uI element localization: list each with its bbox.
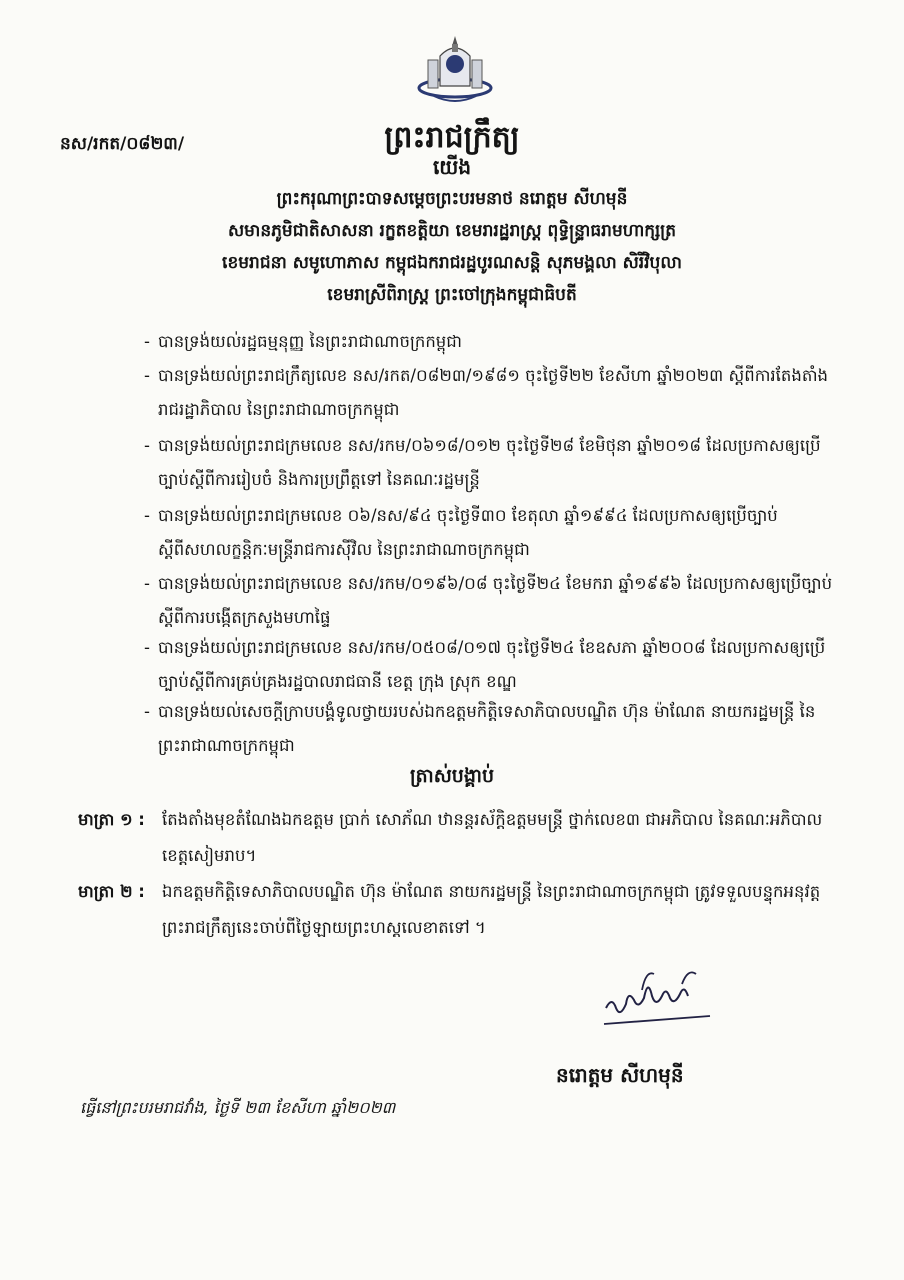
preliminary-clause: - បានទ្រង់យល់ព្រះរាជក្រឹត្យលេខ នស/រកត/០៨២៣/១៩៨១ ចុះថ្ងៃទី២២ ខែសីហា ឆ្នាំ២០២៣ ស្តីពីការតែងតាំងរាជរដ្ឋាភិបាល នៃព្រះរាជាណាចក្រកម្ពុជា: [144, 366, 829, 419]
article-text: ឯកឧត្តមកិត្តិទេសាភិបាលបណ្ឌិត ហ៊ុន ម៉ាណែត នាយករដ្ឋមន្ត្រី នៃព្រះរាជាណាចក្រកម្ពុជា ត្រូវទទួលបន្ទុកអនុវត្តព្រះរាជក្រឹត្យនេះចាប់ពីថ្ងៃឡាយព្រះហស្តលេខាតទៅ ។: [162, 882, 821, 937]
document-title: ព្រះរាជក្រឹត្យ: [384, 120, 520, 155]
article-text: តែងតាំងមុខតំណែងឯកឧត្តម ប្រាក់ សោភ័ណ ឋានន្តរស័ក្តិឧត្តមមន្ត្រី ថ្នាក់លេខ៣ ជាអភិបាល នៃគណៈអភិបាលខេត្តសៀមរាប។: [162, 810, 823, 865]
preliminary-clause: - បានទ្រង់យល់រដ្ឋធម្មនុញ្ញ នៃព្រះរាជាណាចក្រកម្ពុជា: [144, 332, 462, 351]
reference-number: នស/រកត/០៨២៣/: [60, 134, 185, 154]
place-and-date: ធ្វើនៅព្រះបរមរាជវាំង, ថ្ងៃទី ២៣ ខែសីហា ឆ្នាំ២០២៣: [80, 1098, 396, 1117]
preliminary-clause: - បានទ្រង់យល់សេចក្តីក្រាបបង្គំទូលថ្វាយរបស់ឯកឧត្តមកិត្តិទេសាភិបាលបណ្ឌិត ហ៊ុន ម៉ាណែត នាយករដ្ឋមន្ត្រី នៃព្រះរាជាណាចក្រកម្ពុជា: [144, 702, 816, 755]
we-heading: យើង: [432, 155, 472, 179]
signatory-name: នរោត្តម សីហមុនី: [556, 1063, 684, 1087]
king-title-line-4: ខេមរាស្រីពិរាស្ត្រ ព្រះចៅក្រុងកម្ពុជាធិបតី: [327, 285, 577, 305]
article-label: មាត្រា ២ :: [78, 882, 145, 901]
preliminary-clause: - បានទ្រង់យល់ព្រះរាជក្រមលេខ នស/រកម/០៦១៨/០១២ ចុះថ្ងៃទី២៨ ខែមិថុនា ឆ្នាំ២០១៨ ដែលប្រកាសឲ្យប្រើច្បាប់ស្តីពីការរៀបចំ និងការប្រព្រឹត្តទៅ នៃគណៈរដ្ឋមន្ត្រី: [144, 436, 821, 489]
article-label: មាត្រា ១ :: [78, 810, 145, 829]
king-title-line-1: ព្រះករុណាព្រះបាទសម្តេចព្រះបរមនាថ នរោត្តម សីហមុនី: [276, 189, 628, 209]
king-title-line-2: សមានភូមិជាតិសាសនា រក្ខតខត្តិយា ខេមរារដ្ឋរាស្ត្រ ពុទ្ធិន្ទ្រាធរាមហាក្សត្រ: [227, 221, 677, 241]
preliminary-clause: - បានទ្រង់យល់ព្រះរាជក្រមលេខ នស/រកម/០១៩៦/០៨ ចុះថ្ងៃទី២៤ ខែមករា ឆ្នាំ១៩៩៦ ដែលប្រកាសឲ្យប្រើច្បាប់ស្តីពីការបង្កើតក្រសួងមហាផ្ទៃ: [144, 574, 833, 627]
article-2: [78, 874, 838, 946]
handwritten-signature: [598, 960, 718, 1038]
article-1: [78, 802, 838, 874]
royal-seal-icon: [412, 30, 498, 106]
king-title-line-3: ខេមរាជនា សមូហោភាស កម្ពុជឯករាជរដ្ឋបូរណសន្តិ សុភមង្គលា សិរីវិបុលា: [222, 253, 682, 273]
preliminary-clause: - បានទ្រង់យល់ព្រះរាជក្រមលេខ នស/រកម/០៥០៨/០១៧ ចុះថ្ងៃទី២៤ ខែឧសភា ឆ្នាំ២០០៨ ដែលប្រកាសឲ្យប្រើច្បាប់ស្តីពីការគ្រប់គ្រងរដ្ឋបាលរាជធានី ខេត្ត ក្រុង ស្រុក ខណ្ឌ: [144, 638, 826, 691]
decision-heading: ត្រាស់បង្គាប់: [409, 765, 495, 787]
preliminary-clause: - បានទ្រង់យល់ព្រះរាជក្រមលេខ ០៦/នស/៩៤ ចុះថ្ងៃទី៣០ ខែតុលា ឆ្នាំ១៩៩៤ ដែលប្រកាសឲ្យប្រើច្បាប់ស្តីពីសហលក្ខន្តិកៈមន្ត្រីរាជការស៊ីវិល នៃព្រះរាជាណាចក្រកម្ពុជា: [144, 506, 778, 559]
